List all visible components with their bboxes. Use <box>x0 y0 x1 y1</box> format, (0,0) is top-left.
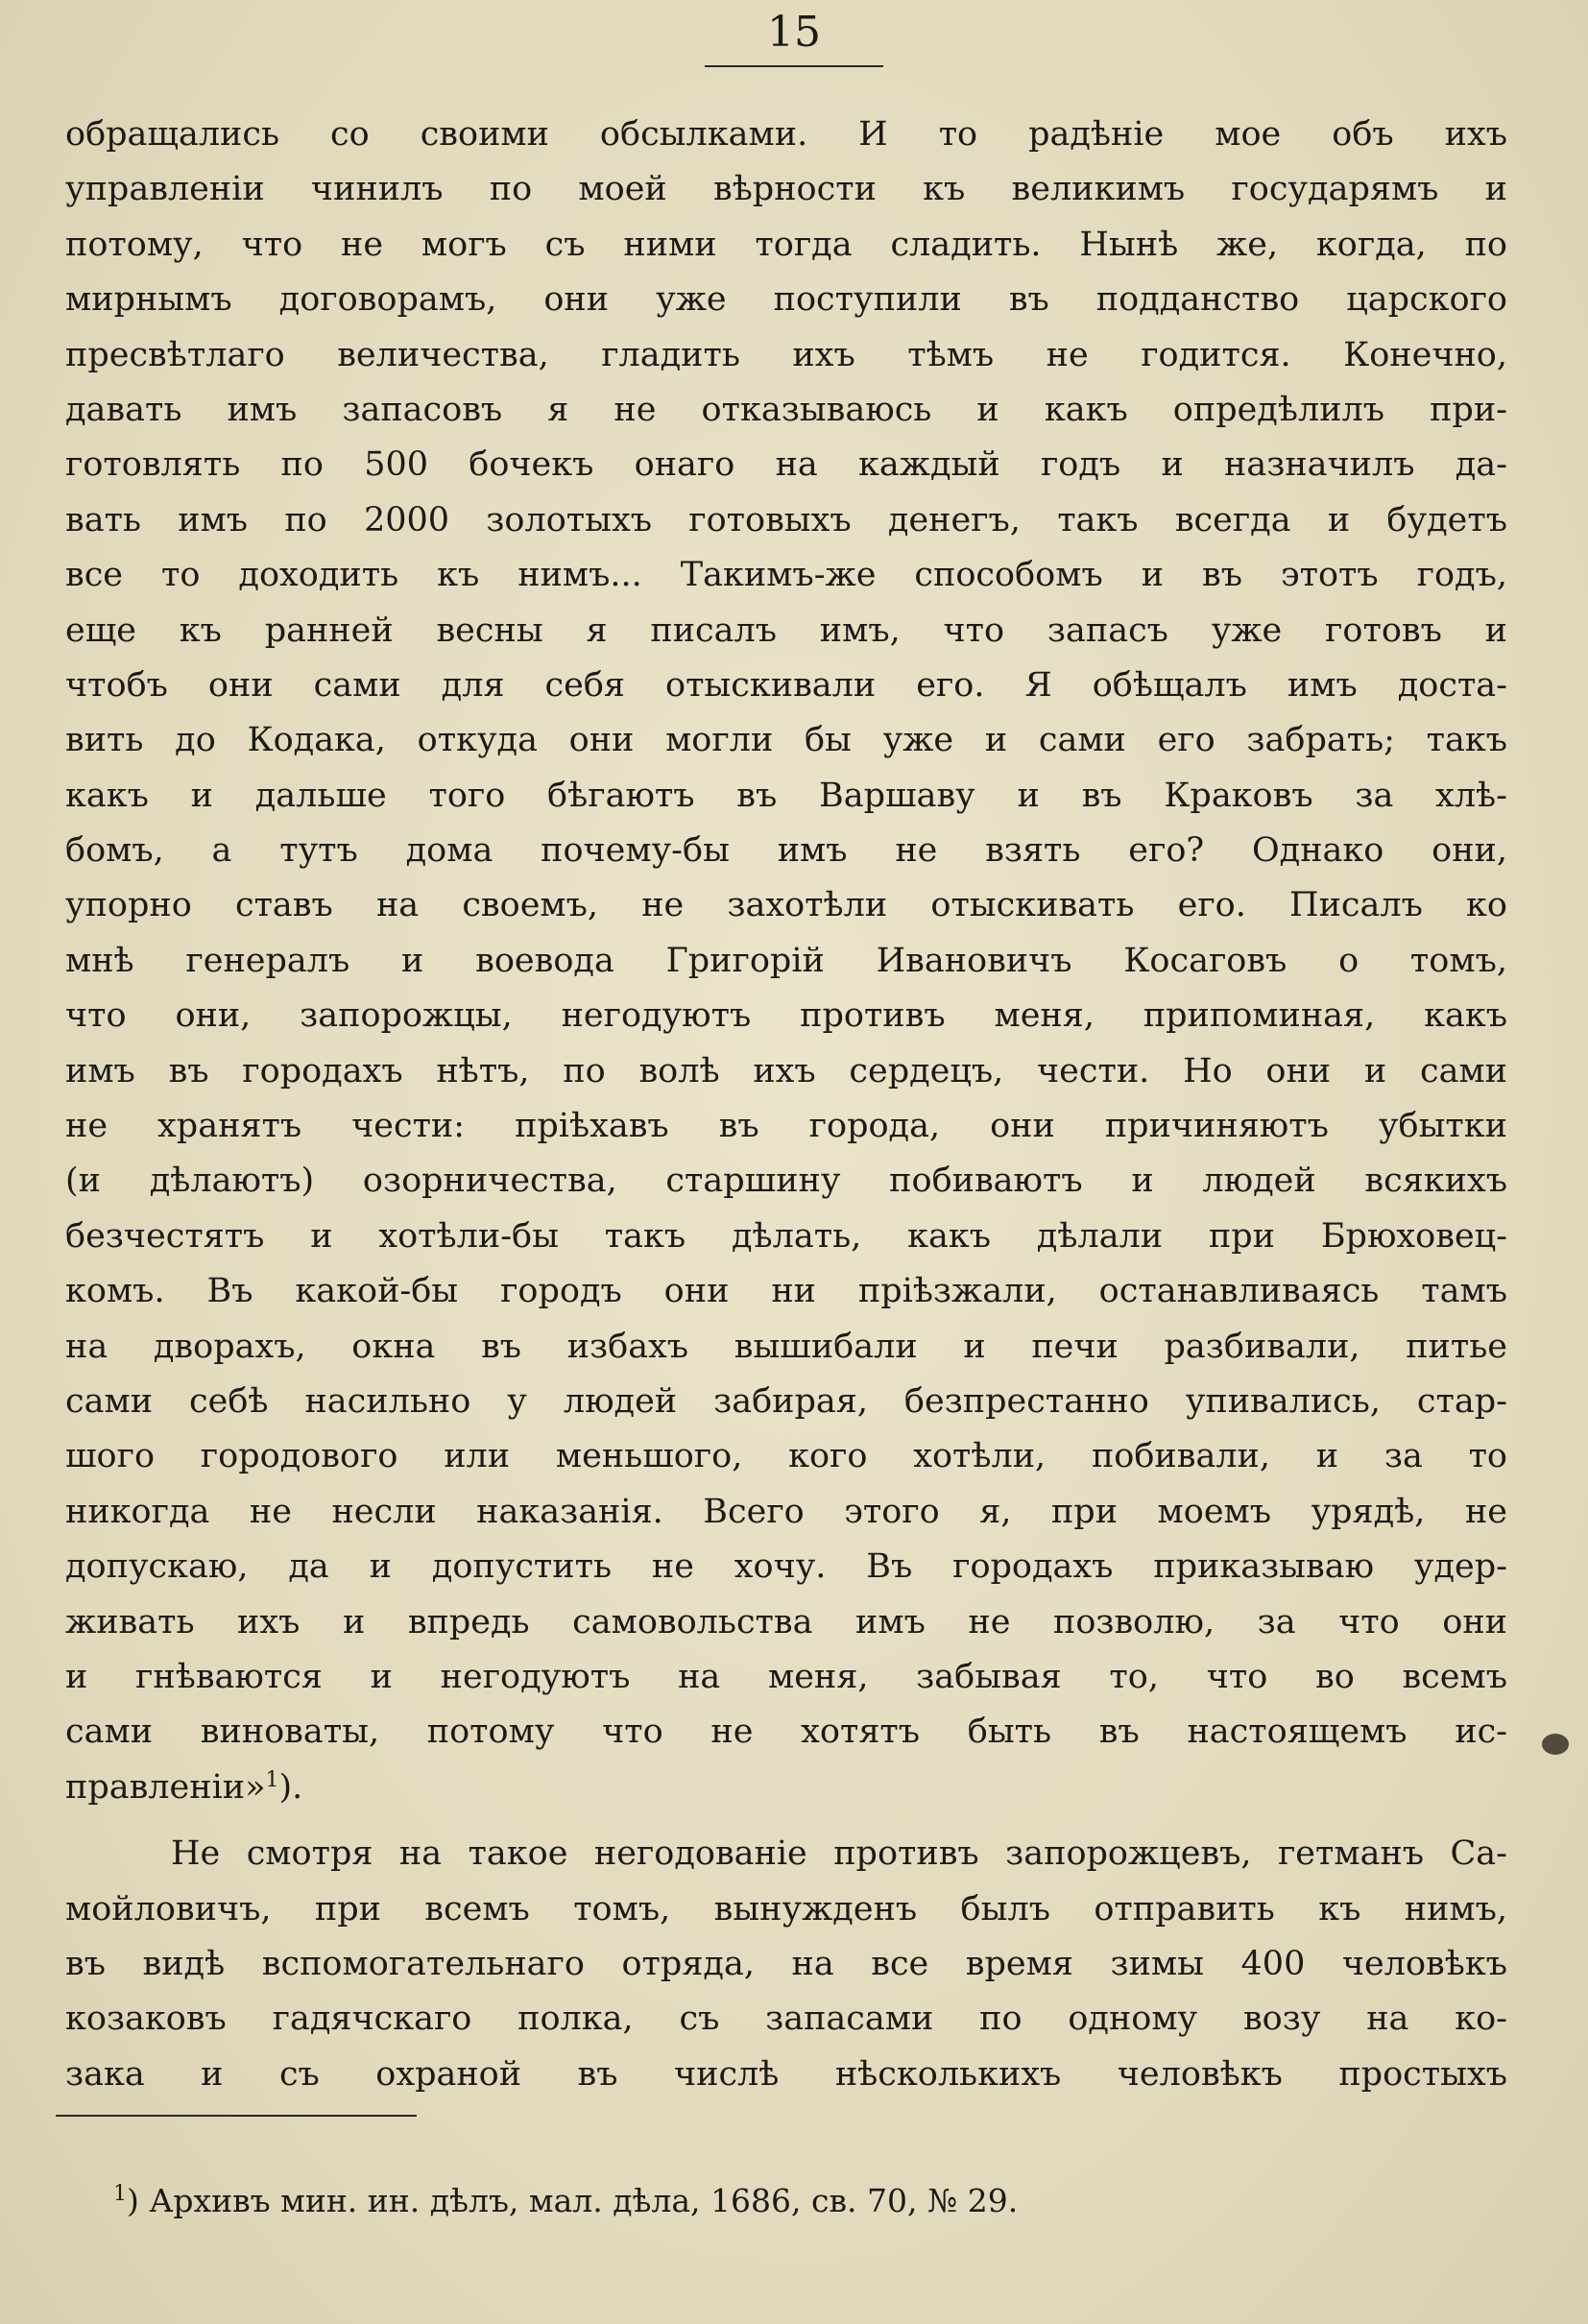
text-line-content: управленіи чинилъ по моей вѣрности къ великимъ государямъ и <box>65 170 1507 209</box>
text-line-content: зака и съ охраной въ числѣ нѣсколькихъ человѣкъ простыхъ <box>65 2054 1507 2094</box>
text-line-content: никогда не несли наказанія. Всего этого я, при моемъ урядѣ, не <box>65 1492 1507 1531</box>
text-line <box>65 604 1507 659</box>
text-line-content: обращались со своими обсылками. И то радѣніе мое объ ихъ <box>65 115 1507 154</box>
text-line-content: допускаю, да и допустить не хочу. Въ городахъ приказываю удер- <box>65 1547 1507 1587</box>
text-line-content: потому, что не могъ съ ними тогда сладить. Нынѣ же, когда, по <box>65 225 1507 264</box>
paragraph-gap <box>65 1815 1507 1827</box>
text-line-content: еще къ ранней весны я писалъ имъ, что запасъ уже готовъ и <box>65 611 1507 650</box>
text-line <box>65 1705 1507 1760</box>
text-line <box>65 769 1507 824</box>
text-line <box>65 273 1507 327</box>
text-line-content: Не смотря на такое негодованіе противъ запорожцевъ, гетманъ Са- <box>171 1834 1507 1874</box>
text-line-content: чтобъ они сами для себя отыскивали его. Я обѣщалъ имъ доста- <box>65 665 1507 705</box>
text-line-content: имъ въ городахъ нѣтъ, по волѣ ихъ сердецъ, чести. Но они и сами <box>65 1051 1507 1090</box>
text-line-content: какъ и дальше того бѣгаютъ въ Варшаву и въ Краковъ за хлѣ- <box>65 776 1507 815</box>
text-line-content: сами виноваты, потому что не хотятъ быть въ настоящемъ ис- <box>65 1713 1507 1752</box>
text-line-content: комъ. Въ какой-бы городъ они ни пріѣзжали, останавливаясь тамъ <box>65 1272 1507 1311</box>
text-line-content: бомъ, а тутъ дома почему-бы имъ не взять его? Однако они, <box>65 831 1507 871</box>
text-line <box>65 659 1507 713</box>
text-line-content: готовлять по 500 бочекъ онаго на каждый годъ и назначилъ да- <box>65 445 1507 485</box>
text-line-content: правленіи» <box>65 1767 266 1807</box>
page-number: 15 <box>767 8 821 57</box>
text-line-content: давать имъ запасовъ я не отказываюсь и какъ опредѣлилъ при- <box>65 390 1507 429</box>
text-line-content: козаковъ гадячскаго полка, съ запасами по одному возу на ко- <box>65 2000 1507 2039</box>
paragraph-1 <box>65 108 1507 1815</box>
text-line <box>65 1882 1507 1937</box>
text-line <box>65 162 1507 217</box>
text-line <box>65 1429 1507 1484</box>
text-line <box>65 1485 1507 1540</box>
text-line <box>65 328 1507 383</box>
text-line <box>65 1210 1507 1264</box>
text-line-content: не хранятъ чести: пріѣхавъ въ города, они причиняютъ убытки <box>65 1107 1507 1146</box>
paragraph-2 <box>65 1827 1507 2102</box>
text-line <box>65 1650 1507 1705</box>
text-line <box>65 218 1507 273</box>
text-line-content: шого городового или меньшого, кого хотѣли, побивали, и за то <box>65 1437 1507 1476</box>
text-line-content: мойловичъ, при всемъ томъ, вынужденъ былъ отправить къ нимъ, <box>65 1889 1507 1929</box>
text-line <box>65 1154 1507 1209</box>
text-line-content: (и дѣлаютъ) озорничества, старшину побиваютъ и людей всякихъ <box>65 1162 1507 1201</box>
footnote-text: ) Архивъ мин. ин. дѣлъ, мал. дѣла, 1686, св. 70, № 29. <box>127 2182 1019 2219</box>
text-line <box>65 934 1507 989</box>
ink-blot <box>1542 1734 1569 1755</box>
text-line <box>65 824 1507 878</box>
text-line-content: сами себѣ насильно у людей забирая, безпрестанно упивались, стар- <box>65 1381 1507 1421</box>
text-line <box>65 108 1507 162</box>
text-line-content: и гнѣваются и негодуютъ на меня, забывая то, что во всемъ <box>65 1657 1507 1696</box>
text-line <box>65 1595 1507 1650</box>
text-line-content: на дворахъ, окна въ избахъ вышибали и печи разбивали, питье <box>65 1327 1507 1366</box>
text-line-content: упорно ставъ на своемъ, не захотѣли отыскивать его. Писалъ ко <box>65 886 1507 925</box>
text-line <box>65 383 1507 438</box>
closing-punctuation: ). <box>278 1767 303 1807</box>
footnote-reference: 1 <box>265 1767 279 1792</box>
text-line <box>65 493 1507 548</box>
text-line <box>65 1761 1507 1815</box>
text-line <box>65 1540 1507 1594</box>
text-line-content: пресвѣтлаго величества, гладить ихъ тѣмъ не годится. Конечно, <box>65 335 1507 374</box>
text-line <box>65 1320 1507 1375</box>
text-line <box>65 1827 1507 1881</box>
text-line <box>65 878 1507 933</box>
text-line <box>65 1992 1507 2047</box>
footnote-marker: 1 <box>113 2182 127 2206</box>
text-line-content: безчестятъ и хотѣли-бы такъ дѣлать, какъ дѣлали при Брюховец- <box>65 1216 1507 1256</box>
text-line <box>65 1375 1507 1429</box>
text-line <box>65 438 1507 492</box>
text-line-content: вить до Кодака, откуда они могли бы уже и сами его забрать; такъ <box>65 721 1507 760</box>
text-line-content: вать имъ по 2000 золотыхъ готовыхъ денегъ, такъ всегда и будетъ <box>65 500 1507 539</box>
text-line <box>65 1044 1507 1099</box>
text-line <box>65 2048 1507 2102</box>
text-line <box>65 989 1507 1043</box>
text-line <box>65 1264 1507 1319</box>
text-line-content: въ видѣ вспомогательнаго отряда, на все время зимы 400 человѣкъ <box>65 1944 1507 1983</box>
text-line-content: все то доходить къ нимъ... Такимъ-же способомъ и въ этотъ годъ, <box>65 556 1507 595</box>
text-line-content: мнѣ генералъ и воевода Григорій Ивановичъ Косаговъ о томъ, <box>65 941 1507 980</box>
text-line <box>65 1937 1507 1992</box>
body-text <box>65 108 1507 2102</box>
footnote-rule <box>56 2115 417 2117</box>
footnote <box>113 2177 1018 2225</box>
text-line-content: живать ихъ и впредь самовольства имъ не позволю, за что они <box>65 1602 1507 1641</box>
text-line <box>65 713 1507 768</box>
text-line-content: что они, запорожцы, негодуютъ противъ меня, припоминая, какъ <box>65 996 1507 1036</box>
header-rule <box>705 65 883 67</box>
text-line <box>65 1099 1507 1154</box>
text-line-content: мирнымъ договорамъ, они уже поступили въ подданство царского <box>65 280 1507 320</box>
text-line <box>65 548 1507 603</box>
